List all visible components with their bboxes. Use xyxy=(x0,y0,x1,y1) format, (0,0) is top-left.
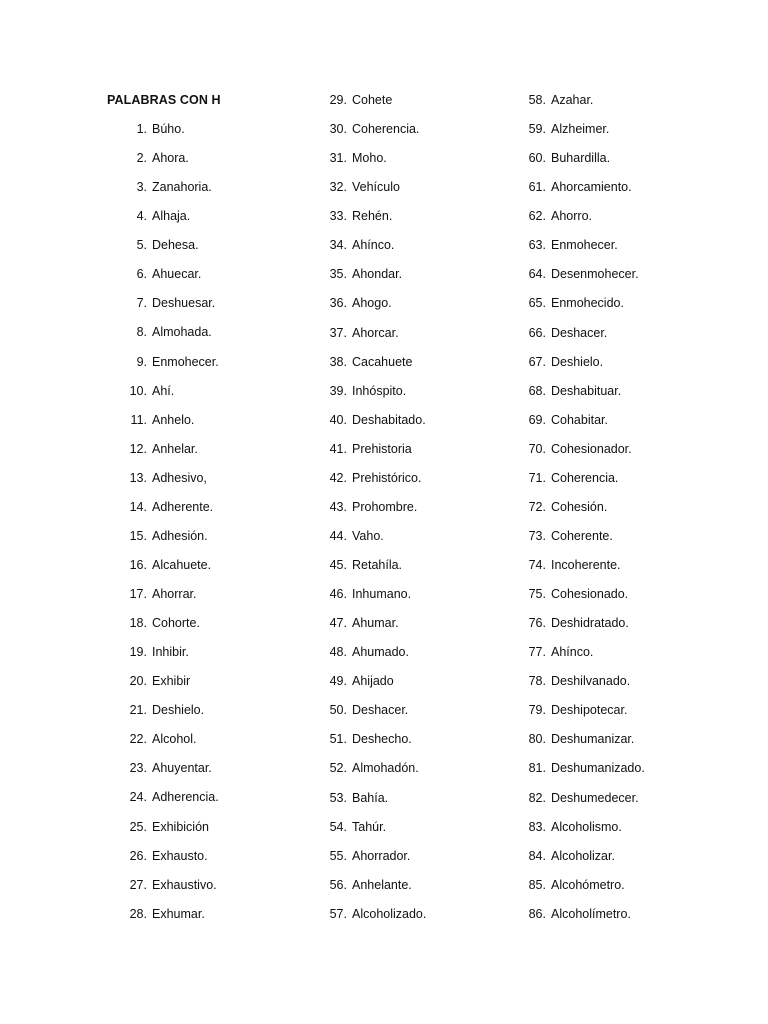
list-item-number: 43. xyxy=(329,499,347,514)
list-item-number: 52. xyxy=(329,761,347,776)
list-item-word: Deshidratado. xyxy=(551,616,629,631)
list-item-number: 80. xyxy=(528,732,546,747)
list-item-number: 4. xyxy=(136,209,147,224)
list-item xyxy=(0,266,639,295)
list-item-word: Alcohómetro. xyxy=(551,877,625,892)
list-item-number: 74. xyxy=(528,558,546,572)
list-item-word: Búho. xyxy=(152,122,185,136)
list-item-word: Enmohecido. xyxy=(551,296,624,311)
list-item xyxy=(0,906,631,935)
list-item-number: 3. xyxy=(136,180,147,195)
list-item-word: Ahogo. xyxy=(352,296,392,311)
list-item-number: 86. xyxy=(528,906,546,921)
list-item-word: Deshielo. xyxy=(551,354,604,369)
list-item-number: 24. xyxy=(129,790,147,805)
list-item-word: Ahora. xyxy=(152,151,189,166)
list-item xyxy=(0,644,594,673)
list-item-number: 57. xyxy=(329,906,347,921)
list-item-number: 40. xyxy=(329,412,347,427)
list-item-word: Azahar. xyxy=(551,93,594,107)
list-item-number: 81. xyxy=(528,761,546,776)
list-item-number: 17. xyxy=(129,587,147,601)
list-item-word: Rehén. xyxy=(352,209,393,224)
list-item-word: Adhesivo, xyxy=(152,470,207,485)
list-item-word: Ahumar. xyxy=(352,616,399,631)
list-item-number: 73. xyxy=(528,528,546,543)
list-item xyxy=(0,877,625,906)
list-item-word: Ahí. xyxy=(152,383,175,398)
list-item-word: Exhumar. xyxy=(152,906,205,921)
list-item-word: Cohesionado. xyxy=(551,587,629,602)
list-item-word: Anhelante. xyxy=(352,877,412,892)
list-item-word: Coherencia. xyxy=(352,122,420,137)
list-item-word: Deshumanizado. xyxy=(551,761,645,776)
list-item-number: 8. xyxy=(136,325,147,340)
list-item-number: 30. xyxy=(329,122,347,137)
list-item xyxy=(0,586,629,615)
list-item-number: 22. xyxy=(129,732,147,747)
word-list-column-3 xyxy=(0,92,645,935)
list-item-word: Adherente. xyxy=(152,499,214,514)
list-item-word: Enmohecer. xyxy=(152,354,219,369)
list-item-number: 38. xyxy=(329,354,347,369)
list-item-word: Ahorro. xyxy=(551,209,592,224)
list-item-number: 67. xyxy=(528,354,546,369)
list-item-word: Tahúr. xyxy=(352,819,387,834)
list-item xyxy=(0,354,604,383)
list-item-word: Almohadón. xyxy=(352,761,419,776)
list-item-number: 41. xyxy=(329,441,347,456)
list-item-word: Coherente. xyxy=(551,528,613,543)
list-item-number: 82. xyxy=(528,790,546,805)
list-item-number: 72. xyxy=(528,499,546,514)
list-item-number: 85. xyxy=(528,877,546,892)
list-item-number: 28. xyxy=(129,906,147,921)
list-item-word: Ahumado. xyxy=(352,645,409,660)
list-item xyxy=(0,615,629,644)
list-item-word: Deshecho. xyxy=(352,732,412,747)
list-item-word: Deshuesar. xyxy=(152,296,216,311)
list-item-word: Ahuecar. xyxy=(152,267,202,282)
list-item xyxy=(0,295,624,324)
list-item-number: 26. xyxy=(129,848,147,863)
list-item-word: Vaho. xyxy=(352,528,384,543)
list-item-number: 20. xyxy=(129,674,147,689)
list-item-word: Deshielo. xyxy=(152,703,205,718)
list-item-number: 56. xyxy=(329,877,347,892)
list-item-word: Exhaustivo. xyxy=(152,877,217,892)
list-item-number: 66. xyxy=(528,325,546,340)
list-item xyxy=(0,673,631,702)
list-item-word: Moho. xyxy=(352,151,387,166)
list-item-word: Deshumedecer. xyxy=(551,790,639,805)
list-item-number: 46. xyxy=(329,587,347,602)
list-item-number: 34. xyxy=(329,238,347,253)
list-item-number: 13. xyxy=(129,470,147,485)
list-item-word: Inhibir. xyxy=(152,645,189,660)
list-item-word: Deshacer. xyxy=(352,703,409,718)
list-item-word: Desenmohecer. xyxy=(551,267,639,282)
list-item-word: Ahorrador. xyxy=(352,848,411,863)
list-item xyxy=(0,150,611,179)
list-item-word: Ahuyentar. xyxy=(152,761,212,776)
list-item-word: Ahijado xyxy=(352,674,394,689)
list-item xyxy=(0,528,613,557)
list-item xyxy=(0,208,592,237)
list-item-word: Cohesionador. xyxy=(551,441,632,456)
page-title: PALABRAS CON H xyxy=(107,93,221,107)
list-item-word: Alcoholismo. xyxy=(551,819,622,834)
list-item-number: 39. xyxy=(329,383,347,398)
list-item-number: 15. xyxy=(129,528,147,543)
list-item-word: Enmohecer. xyxy=(551,238,618,253)
list-item-number: 1. xyxy=(136,122,147,136)
list-item-number: 48. xyxy=(329,645,347,660)
list-item-number: 64. xyxy=(528,267,546,282)
list-item-number: 19. xyxy=(129,645,147,660)
list-item-word: Alcoholizar. xyxy=(551,848,615,863)
list-item-number: 75. xyxy=(528,587,546,602)
list-item-number: 27. xyxy=(129,877,147,892)
list-item-word: Deshacer. xyxy=(551,325,608,340)
list-item xyxy=(0,383,622,412)
list-item-number: 9. xyxy=(136,354,147,369)
list-item xyxy=(0,121,610,150)
list-item-number: 18. xyxy=(129,616,147,631)
list-item-number: 83. xyxy=(528,819,546,834)
list-item-word: Incoherente. xyxy=(551,558,621,572)
list-item-number: 49. xyxy=(329,674,347,689)
list-item-number: 10. xyxy=(129,383,147,398)
list-item-number: 7. xyxy=(136,296,147,311)
list-item-word: Deshipotecar. xyxy=(551,703,628,718)
list-item-word: Alcoholizado. xyxy=(352,906,427,921)
list-item-number: 51. xyxy=(329,732,347,747)
list-item-number: 35. xyxy=(329,267,347,282)
list-item-word: Inhóspito. xyxy=(352,383,407,398)
list-item-word: Almohada. xyxy=(152,325,212,340)
list-item-number: 71. xyxy=(528,470,546,485)
list-item-number: 76. xyxy=(528,616,546,631)
list-item-word: Exhibición xyxy=(152,819,209,834)
list-item-number: 11. xyxy=(130,412,147,427)
list-item-number: 42. xyxy=(329,470,347,485)
list-item-word: Retahíla. xyxy=(352,558,403,572)
list-item-number: 36. xyxy=(329,296,347,311)
list-item-word: Cohabitar. xyxy=(551,412,608,427)
list-item xyxy=(0,412,608,441)
list-item xyxy=(0,179,632,208)
list-item-number: 65. xyxy=(528,296,546,311)
list-item-number: 45. xyxy=(329,558,347,572)
list-item-number: 6. xyxy=(136,267,147,282)
list-item-word: Bahía. xyxy=(352,790,389,805)
list-item-word: Ahondar. xyxy=(352,267,403,282)
list-item-number: 70. xyxy=(528,441,546,456)
list-item-word: Prohombre. xyxy=(352,499,418,514)
list-item-number: 47. xyxy=(329,616,347,631)
list-item-word: Exhibir xyxy=(152,674,191,689)
list-item xyxy=(0,325,608,354)
list-item-word: Cohorte. xyxy=(152,616,200,631)
list-item xyxy=(0,760,645,789)
list-item-word: Ahorcamiento. xyxy=(551,180,632,195)
list-item-word: Cohesión. xyxy=(551,499,608,514)
list-item-number: 14. xyxy=(129,499,147,514)
list-item-number: 50. xyxy=(329,703,347,718)
list-item-number: 77. xyxy=(528,645,546,660)
list-item-word: Alhaja. xyxy=(152,209,191,224)
list-item-word: Zanahoria. xyxy=(152,180,212,195)
list-item-word: Dehesa. xyxy=(152,238,199,253)
list-item-word: Prehistórico. xyxy=(352,470,422,485)
list-item-word: Ahorcar. xyxy=(352,325,399,340)
list-item-word: Deshilvanado. xyxy=(551,674,631,689)
list-item-word: Deshabitado. xyxy=(352,412,426,427)
list-item-word: Alcohol. xyxy=(152,732,197,747)
list-item-word: Ahínco. xyxy=(551,645,594,660)
list-item xyxy=(0,470,619,499)
list-item xyxy=(0,237,618,266)
list-item-number: 2. xyxy=(136,151,147,166)
list-item-word: Adherencia. xyxy=(152,790,219,805)
list-item-word: Cohete xyxy=(352,93,393,107)
list-item-number: 59. xyxy=(528,122,546,137)
list-item-word: Anhelar. xyxy=(152,441,198,456)
list-item-number: 63. xyxy=(528,238,546,253)
list-item xyxy=(0,848,615,877)
list-item xyxy=(0,441,632,470)
list-item-number: 54. xyxy=(329,819,347,834)
list-item-number: 60. xyxy=(528,151,546,166)
list-item-word: Deshabituar. xyxy=(551,383,622,398)
list-item-number: 37. xyxy=(329,325,347,340)
list-item-word: Deshumanizar. xyxy=(551,732,635,747)
list-item-word: Anhelo. xyxy=(152,412,195,427)
list-item-number: 31. xyxy=(329,151,347,166)
list-item xyxy=(0,819,622,848)
list-item-number: 69. xyxy=(528,412,546,427)
list-item-word: Alcoholímetro. xyxy=(551,906,631,921)
list-item-number: 68. xyxy=(528,383,546,398)
list-item-word: Cacahuete xyxy=(352,354,413,369)
list-item-word: Exhausto. xyxy=(152,848,208,863)
list-item-number: 79. xyxy=(528,703,546,718)
list-item-word: Alzheimer. xyxy=(551,122,610,137)
list-item xyxy=(0,790,639,819)
list-item-number: 23. xyxy=(129,761,147,776)
list-item-number: 12. xyxy=(129,441,147,456)
list-item-number: 53. xyxy=(329,790,347,805)
list-item-number: 84. xyxy=(528,848,546,863)
list-item xyxy=(0,92,594,121)
list-item-number: 21. xyxy=(129,703,147,718)
list-item-number: 16. xyxy=(129,557,147,572)
list-item-number: 61. xyxy=(528,180,546,195)
list-item xyxy=(0,731,635,760)
list-item xyxy=(0,702,628,731)
list-item-word: Ahínco. xyxy=(352,238,395,253)
list-item xyxy=(0,557,621,586)
list-item-number: 32. xyxy=(329,180,347,195)
list-item-number: 29. xyxy=(329,93,347,107)
list-item-word: Alcahuete. xyxy=(152,557,212,572)
list-item-word: Vehículo xyxy=(352,180,400,195)
list-item-word: Buhardilla. xyxy=(551,151,611,166)
list-item-word: Adhesión. xyxy=(152,528,208,543)
list-item-word: Coherencia. xyxy=(551,470,619,485)
list-item-word: Inhumano. xyxy=(352,587,412,602)
list-item-number: 44. xyxy=(329,528,347,543)
list-item-word: Ahorrar. xyxy=(152,587,197,601)
list-item xyxy=(0,499,608,528)
list-item-number: 5. xyxy=(136,238,147,253)
list-item-number: 78. xyxy=(528,674,546,689)
list-item-number: 58. xyxy=(528,93,546,107)
list-item-number: 62. xyxy=(528,209,546,224)
list-item-number: 33. xyxy=(329,209,347,224)
list-item-number: 55. xyxy=(329,848,347,863)
list-item-number: 25. xyxy=(129,819,147,834)
list-item-word: Prehistoria xyxy=(352,441,412,456)
